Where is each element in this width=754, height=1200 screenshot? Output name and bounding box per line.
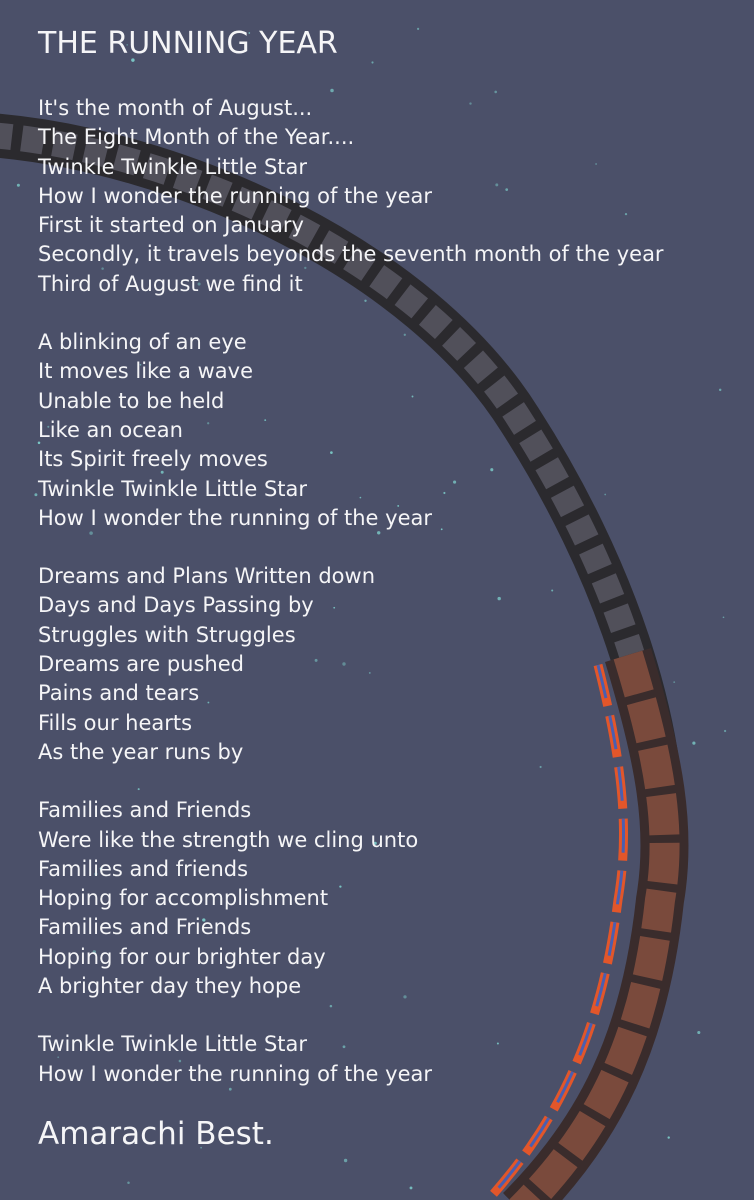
poem-line: Like an ocean	[38, 417, 183, 442]
poem-line: It moves like a wave	[38, 359, 253, 384]
poem-container	[38, 24, 738, 1156]
poem-line: Dreams and Plans Written down	[38, 564, 376, 589]
poem-line: Dreams are pushed	[38, 652, 244, 677]
poem-line: How I wonder the running of the year	[38, 505, 433, 530]
poem-stanza	[38, 796, 738, 1001]
poem-line: Twinkle Twinkle Little Star	[38, 154, 308, 179]
poem-line: As the year runs by	[38, 739, 244, 764]
poem-line: Unable to be held	[38, 388, 225, 413]
poem-line: Twinkle Twinkle Little Star	[38, 476, 308, 501]
poem-line: A blinking of an eye	[38, 330, 247, 355]
poem-line: Twinkle Twinkle Little Star	[38, 1032, 308, 1057]
star-dot	[344, 1159, 347, 1162]
poem-title: THE RUNNING YEAR	[38, 26, 338, 61]
star-dot	[410, 1186, 413, 1189]
poem-line: Its Spirit freely moves	[38, 447, 268, 472]
poem-line: A brighter day they hope	[38, 974, 302, 999]
poem-line: Third of August we find it	[38, 271, 303, 296]
poem-line: First it started on January	[38, 213, 304, 238]
poem-line: Struggles with Struggles	[38, 622, 296, 647]
poem-stanza	[38, 328, 738, 533]
poem-body	[38, 94, 738, 1089]
poem-line: The Eight Month of the Year....	[38, 125, 355, 150]
poem-line: Secondly, it travels beyonds the seventh month of the year	[38, 242, 664, 267]
poem-line: Days and Days Passing by	[38, 593, 314, 618]
poem-line: Pains and tears	[38, 681, 200, 706]
poem-stanza	[38, 94, 738, 299]
poem-line: Hoping for accomplishment	[38, 886, 329, 911]
star-dot	[127, 1181, 130, 1184]
poem-stanza	[38, 562, 738, 767]
poem-author: Amarachi Best.	[38, 1115, 274, 1152]
poem-line: Families and friends	[38, 856, 249, 881]
star-dot	[34, 493, 37, 496]
poem-line: How I wonder the running of the year	[38, 183, 433, 208]
star-dot	[17, 184, 20, 187]
poem-line: How I wonder the running of the year	[38, 1061, 433, 1086]
poem-line: Fills our hearts	[38, 710, 193, 735]
poem-line: It's the month of August...	[38, 96, 313, 120]
poem-stanza	[38, 1030, 738, 1089]
poem-line: Hoping for our brighter day	[38, 944, 326, 969]
poem-line: Families and Friends	[38, 915, 252, 940]
poem-line: Were like the strength we cling unto	[38, 827, 419, 852]
poem-line: Families and Friends	[38, 798, 252, 823]
